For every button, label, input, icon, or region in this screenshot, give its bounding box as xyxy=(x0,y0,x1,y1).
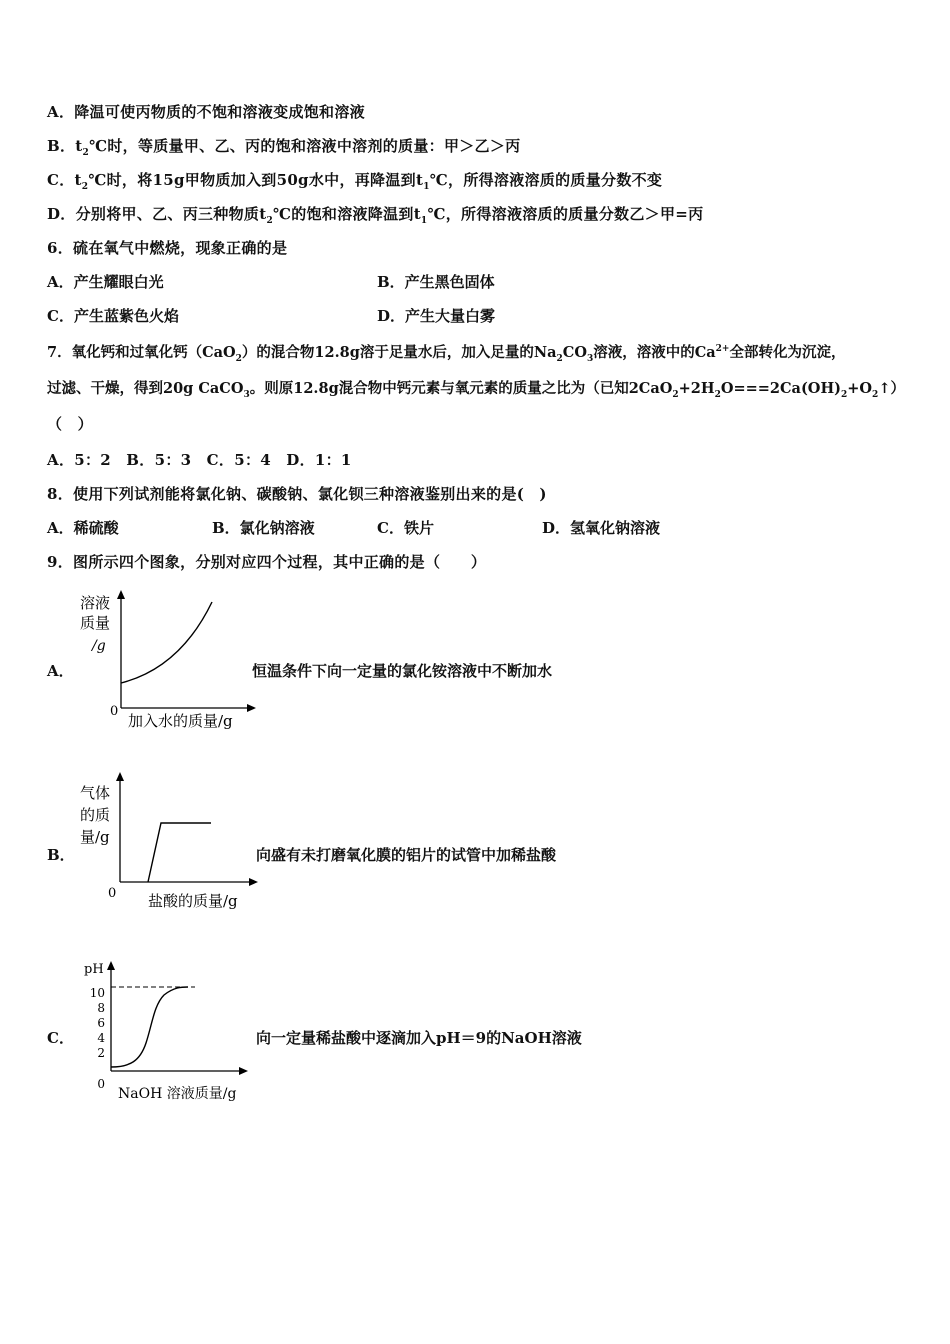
graph-a-ylabel-1: 溶液 xyxy=(80,594,111,612)
graph-b-curve xyxy=(148,823,211,882)
graph-b-origin: 0 xyxy=(108,886,117,901)
graph-a-ylabel-3: /g xyxy=(92,638,106,654)
graph-c xyxy=(70,955,260,1105)
graph-c-tick-2: 2 xyxy=(97,1046,105,1060)
q5-option-c: C．$t_2℃$时，将15g甲物质加入到50g水中，再降温到$t_1℃$，所得溶液溶质的质量分数不变 xyxy=(47,171,663,192)
graph-b-description: 向盛有未打磨氧化膜的铝片的试管中加稀盐酸 xyxy=(256,846,557,864)
q6-option-c: C．产生蓝紫色火焰 xyxy=(47,307,179,325)
q8-option-d: D．氢氧化钠溶液 xyxy=(542,519,661,537)
graph-c-curve xyxy=(111,987,188,1067)
q5-option-b: B．$t_2℃$时，等质量甲、乙、丙的饱和溶液中溶剂的质量：甲＞乙＞丙 xyxy=(47,137,521,158)
q7-stem-line2: 过滤、干燥，得到20g CaCO$_3$。则原12.8g混合物中钙元素与氧元素的质量之比为（已知$2CaO_2+2H_2O===2Ca(OH)_2+O_2↑$） xyxy=(47,380,905,400)
graph-a-x-arrow xyxy=(247,704,256,712)
graph-a-ylabel-2: 质量 xyxy=(80,614,111,632)
graph-c-tick-4: 4 xyxy=(97,1031,105,1045)
graph-c-y-arrow xyxy=(107,961,115,970)
graph-a xyxy=(70,588,260,733)
q5-option-d: D．分别将甲、乙、丙三种物质$t_2℃$的饱和溶液降温到$t_1℃$，所得溶液溶质的质量分数乙＞甲=丙 xyxy=(47,205,704,226)
q7-options: A．5：2 B．5：3 C．5：4 D．1：1 xyxy=(47,451,352,469)
graph-c-tick-8: 8 xyxy=(97,1001,105,1015)
q6-option-b: B．产生黑色固体 xyxy=(377,273,495,291)
graph-c-tick-6: 6 xyxy=(97,1016,105,1030)
q6-stem: 6．硫在氧气中燃烧，现象正确的是 xyxy=(47,239,288,257)
graph-c-ylabel: pH xyxy=(84,962,104,977)
q6-option-d: D．产生大量白雾 xyxy=(377,307,496,325)
q8-option-b: B．氯化钠溶液 xyxy=(212,519,315,537)
graph-a-y-arrow xyxy=(117,590,125,599)
graph-a-xlabel: 加入水的质量/g xyxy=(128,712,233,730)
graph-b-ylabel-2: 的质 xyxy=(80,806,111,824)
q8-option-a: A．稀硫酸 xyxy=(47,519,119,537)
graph-b-ylabel-3: 量/g xyxy=(80,828,110,846)
graph-c-y-ticks xyxy=(90,986,106,1091)
q7-stem-line1: 7．氧化钙和过氧化钙（CaO$_2$）的混合物12.8g溶于足量水后，加入足量的$Na_2CO_3$溶液，溶液中的$Ca^{2+}$全部转化为沉淀， xyxy=(47,344,846,364)
q8-stem: 8．使用下列试剂能将氯化钠、碳酸钠、氯化钡三种溶液鉴别出来的是( ) xyxy=(47,485,547,503)
graph-c-x-arrow xyxy=(239,1067,248,1075)
q8-option-c: C．铁片 xyxy=(377,519,434,537)
graph-c-tick-0: 0 xyxy=(97,1077,105,1091)
graph-c-description: 向一定量稀盐酸中逐滴加入pH＝9的NaOH溶液 xyxy=(256,1029,582,1047)
graph-b-ylabel-1: 气体 xyxy=(80,784,111,802)
graph-b-label: B． xyxy=(47,846,75,864)
graph-b-x-arrow xyxy=(249,878,258,886)
graph-b-xlabel: 盐酸的质量/g xyxy=(148,892,238,910)
q6-option-a: A．产生耀眼白光 xyxy=(47,273,164,291)
graph-c-xlabel: NaOH 溶液质量/g xyxy=(118,1086,237,1102)
q5-option-a: A．降温可使丙物质的不饱和溶液变成饱和溶液 xyxy=(47,103,365,121)
q7-answer-blank: （ ） xyxy=(47,415,93,433)
graph-a-curve xyxy=(121,602,212,683)
graph-a-description: 恒温条件下向一定量的氯化铵溶液中不断加水 xyxy=(252,662,553,680)
graph-a-label: A． xyxy=(47,662,74,680)
graph-b xyxy=(70,770,260,915)
graph-a-origin: 0 xyxy=(110,704,119,719)
graph-c-label: C． xyxy=(47,1029,74,1047)
graph-b-y-arrow xyxy=(116,772,124,781)
q9-stem: 9．图所示四个图象，分别对应四个过程，其中正确的是（ ） xyxy=(47,553,487,571)
graph-c-tick-10: 10 xyxy=(89,986,105,1000)
